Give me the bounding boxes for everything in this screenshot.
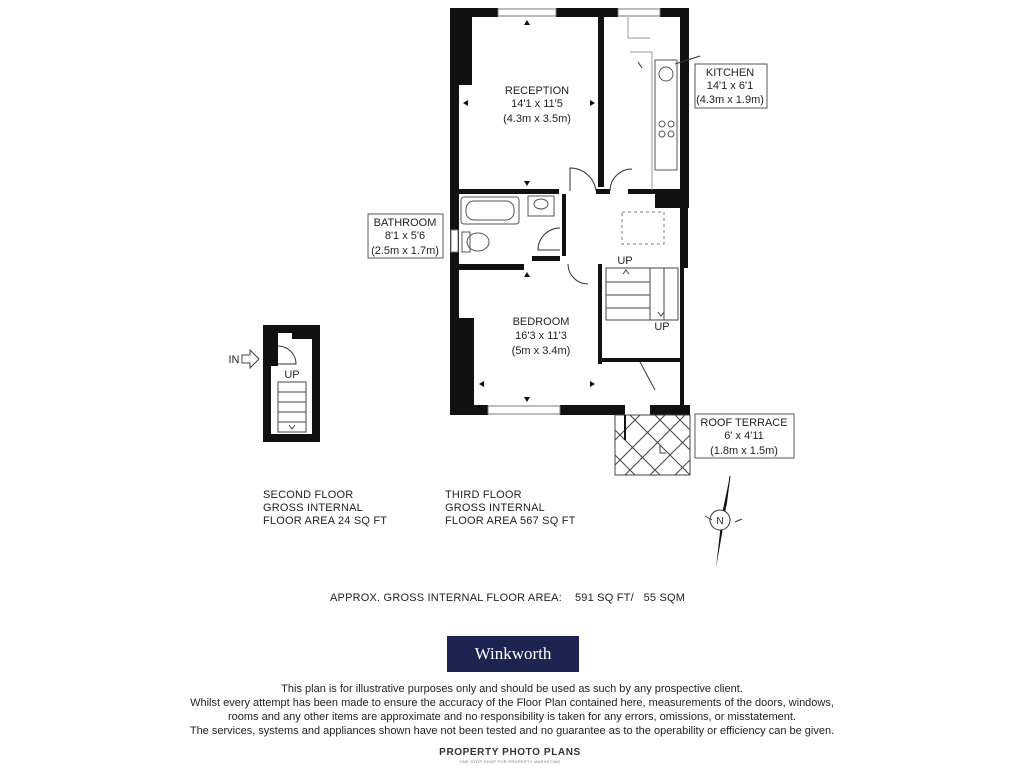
- kitchen-imperial: 14'1 x 6'1: [706, 80, 754, 92]
- disclaimer-line: The services, systems and appliances shown have not been tested and no guarantee as to the operability or efficiency can be given.: [189, 725, 835, 737]
- entry-arrow-icon: [242, 350, 259, 368]
- entry-label: IN: [228, 354, 240, 366]
- disclaimer: [0, 682, 1024, 738]
- disclaimer-line: This plan is for illustrative purposes only and should be used as such by any prospective client.: [281, 683, 743, 695]
- kitchen-metric: (4.3m x 1.9m): [696, 94, 764, 106]
- roof-terrace-area: [615, 415, 690, 475]
- bathroom-metric: (2.5m x 1.7m): [371, 245, 439, 257]
- bedroom-name: BEDROOM: [512, 316, 570, 328]
- north-label: N: [716, 516, 724, 527]
- roof-terrace-label-box: [695, 414, 794, 458]
- bathroom-name: BATHROOM: [373, 217, 437, 229]
- third-floor-area: [445, 489, 576, 528]
- up-label-hall: UP: [617, 255, 633, 267]
- credit-name: PROPERTY PHOTO PLANS: [439, 747, 581, 758]
- reception-metric: (4.3m x 3.5m): [503, 113, 571, 125]
- reception-imperial: 14'1 x 11'5: [511, 98, 563, 110]
- up-label-stairs: UP: [654, 321, 670, 333]
- kitchen-fittings: [638, 60, 677, 170]
- second-floor-plan: [242, 325, 320, 442]
- bedroom-metric: (5m x 3.4m): [511, 345, 571, 357]
- roof-terrace-metric: (1.8m x 1.5m): [710, 445, 778, 457]
- room-labels: [229, 85, 724, 527]
- third-floor-gross: GROSS INTERNAL: [445, 502, 545, 514]
- bathroom-fittings: [461, 196, 554, 252]
- roof-terrace-imperial: 6' x 4'11: [724, 430, 764, 442]
- disclaimer-line: rooms and any other items are approximate and no responsibility is taken for any errors, omissions, or misstatement.: [228, 711, 796, 723]
- winkworth-logo: Winkworth: [447, 636, 579, 672]
- third-floor-size: FLOOR AREA 567 SQ FT: [445, 515, 576, 527]
- bathroom-imperial: 8'1 x 5'6: [384, 230, 426, 242]
- property-photo-plans-logo: [430, 747, 590, 764]
- bedroom-imperial: 16'3 x 11'3: [515, 330, 567, 342]
- third-floor-stairs: [606, 268, 678, 320]
- bathroom-label-box: [368, 214, 443, 258]
- third-floor-title: THIRD FLOOR: [445, 489, 522, 501]
- hall-cupboard: [622, 212, 664, 244]
- disclaimer-line: Whilst every attempt has been made to ensure the accuracy of the Floor Plan contained here, measurements of the doors, windows,: [190, 697, 834, 709]
- kitchen-name: KITCHEN: [705, 67, 755, 79]
- up-label-second: UP: [284, 369, 300, 381]
- second-floor-size: FLOOR AREA 24 SQ FT: [263, 515, 388, 527]
- roof-terrace-name: ROOF TERRACE: [700, 417, 788, 429]
- reception-name: RECEPTION: [504, 85, 570, 97]
- second-floor-title: SECOND FLOOR: [263, 489, 354, 501]
- total-floor-area: APPROX. GROSS INTERNAL FLOOR AREA: 591 SQ FT/ 55 SQM: [330, 592, 686, 604]
- second-floor-gross: GROSS INTERNAL: [263, 502, 363, 514]
- second-floor-area: [263, 489, 387, 528]
- credit-tagline: ONE STOP SHOP FOR PROPERTY MARKETING: [459, 759, 561, 764]
